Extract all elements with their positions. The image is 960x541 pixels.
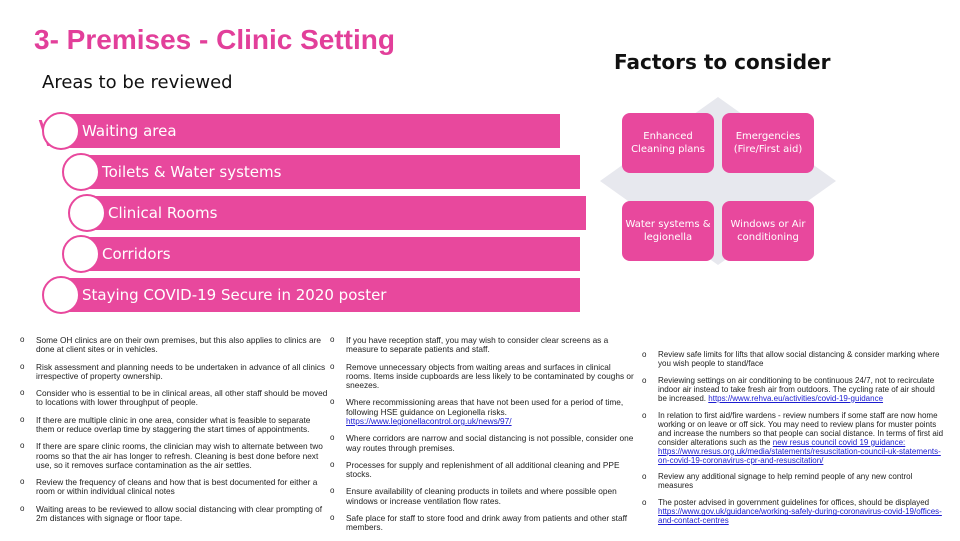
area-bullet-icon [68,194,106,232]
note-item [330,398,638,426]
area-label: Staying COVID-19 Secure in 2020 poster [82,286,387,304]
factor-ventilation [722,201,814,261]
factor-cleaning [622,113,714,173]
factor-water [622,201,714,261]
notes-column-2 [330,336,638,541]
note-item [642,412,944,466]
factors-title: Factors to consider [614,50,831,74]
area-bullet-icon [62,153,100,191]
note-text: In relation to first aid/fire wardens - review numbers if some staff are now home working or on leave or off sick. You may need to review plans for muster points and increase the numbers so that people can social distance. In terms of first aid consider alterations such as the [658,410,944,447]
rehva-link[interactable]: https://www.rehva.eu/activities/covid-19-guidance [708,393,884,403]
note-item: o Some OH clinics are on their own premises, but this also applies to clinics are done at client sites or in vehicles. [20,336,328,355]
areas-subtitle: Areas to be reviewed [42,72,233,93]
area-bullet-icon [42,112,80,150]
note-item: o Review any additional signage to help remind people of any new control measures [642,473,944,491]
area-bullet-icon [62,235,100,273]
area-label: Toilets & Water systems [102,163,282,181]
area-item-waiting [60,114,560,148]
factor-label: Enhanced Cleaning plans [631,131,705,155]
note-item: o Where corridors are narrow and social distancing is not possible, consider one way routes through premises. [330,434,638,453]
factors-matrix [600,97,836,265]
note-item: o Ensure availability of cleaning products in toilets and where possible open windows or increase ventilation flow rates. [330,487,638,506]
area-label: Waiting area [82,122,177,140]
note-item [642,377,944,404]
notes-column-1 [20,336,328,531]
area-item-poster [60,278,580,312]
factor-label: Emergencies (Fire/First aid) [733,131,803,155]
notes-column-3 [642,351,944,534]
factor-label: Windows or Air conditioning [730,219,806,243]
area-item-clinical [86,196,586,230]
note-item: o Risk assessment and planning needs to be undertaken in advance of all clinics irrespective of property ownership. [20,363,328,382]
area-label: Clinical Rooms [108,204,218,222]
note-item: o Waiting areas to be reviewed to allow social distancing with clear prompting of 2m distances with signage or floor tape. [20,505,328,524]
note-item: o If there are multiple clinic in one area, consider what is feasible to separate them or reduce overlap time by staggering the start times of appointments. [20,416,328,435]
note-item: o Review safe limits for lifts that allow social distancing & consider marking where you wish people to stand/face [642,351,944,369]
area-label: Corridors [102,245,171,263]
note-text: The poster advised in government guidelines for offices, should be displayed [658,498,930,508]
note-item: o Processes for supply and replenishment of all additional cleaning and PPE stocks. [330,461,638,480]
note-item: o Safe place for staff to store food and drink away from patients and other staff members. [330,514,638,533]
note-item: o If there are spare clinic rooms, the clinician may wish to alternate between two rooms so that the air has longer to refresh. Cleaning is best done before next use, so it removes surface contamination as the air settles. [20,442,328,470]
note-item [642,499,944,526]
factor-emergencies [722,113,814,173]
note-item: o Review the frequency of cleans and how that is best documented for either a room or within individual clinical notes [20,478,328,497]
page-title: 3- Premises - Clinic Setting [34,24,395,55]
note-item: o If you have reception staff, you may wish to consider clear screens as a measure to separate patients and staff. [330,336,638,355]
legionella-link[interactable]: https://www.legionellacontrol.org.uk/news/97/ [346,415,512,426]
factor-label: Water systems & legionella [625,219,711,243]
resus-council-link[interactable]: new resus council covid 19 guidance: https://www.resus.org.uk/media/statements/resuscitation-council-uk-statements-on-covid-19-coronavirus-cpr-and-resuscitation/ [658,437,941,465]
note-text: Reviewing settings on air conditioning to be continuous 24/7, not to recirculate indoor air instead to take fresh air from outdoors. The cycling rate of air should be increased. [658,375,935,403]
note-item: o Consider who is essential to be in clinical areas, all other staff should be moved to locations with lower throughput of people. [20,389,328,408]
note-text: Where recommissioning areas that have not been used for a period of time, following HSE guidance on Legionella risks. [346,397,624,417]
note-item: o Remove unnecessary objects from waiting areas and surfaces in clinical rooms. Items inside cupboards are less likely to be contaminated by coughs or sneezes. [330,363,638,391]
gov-guidance-link[interactable]: https://www.gov.uk/guidance/working-safely-during-coronavirus-covid-19/offices-and-contact-centres [658,507,942,526]
area-item-corridors [80,237,580,271]
area-item-toilets [80,155,580,189]
area-bullet-icon [42,276,80,314]
